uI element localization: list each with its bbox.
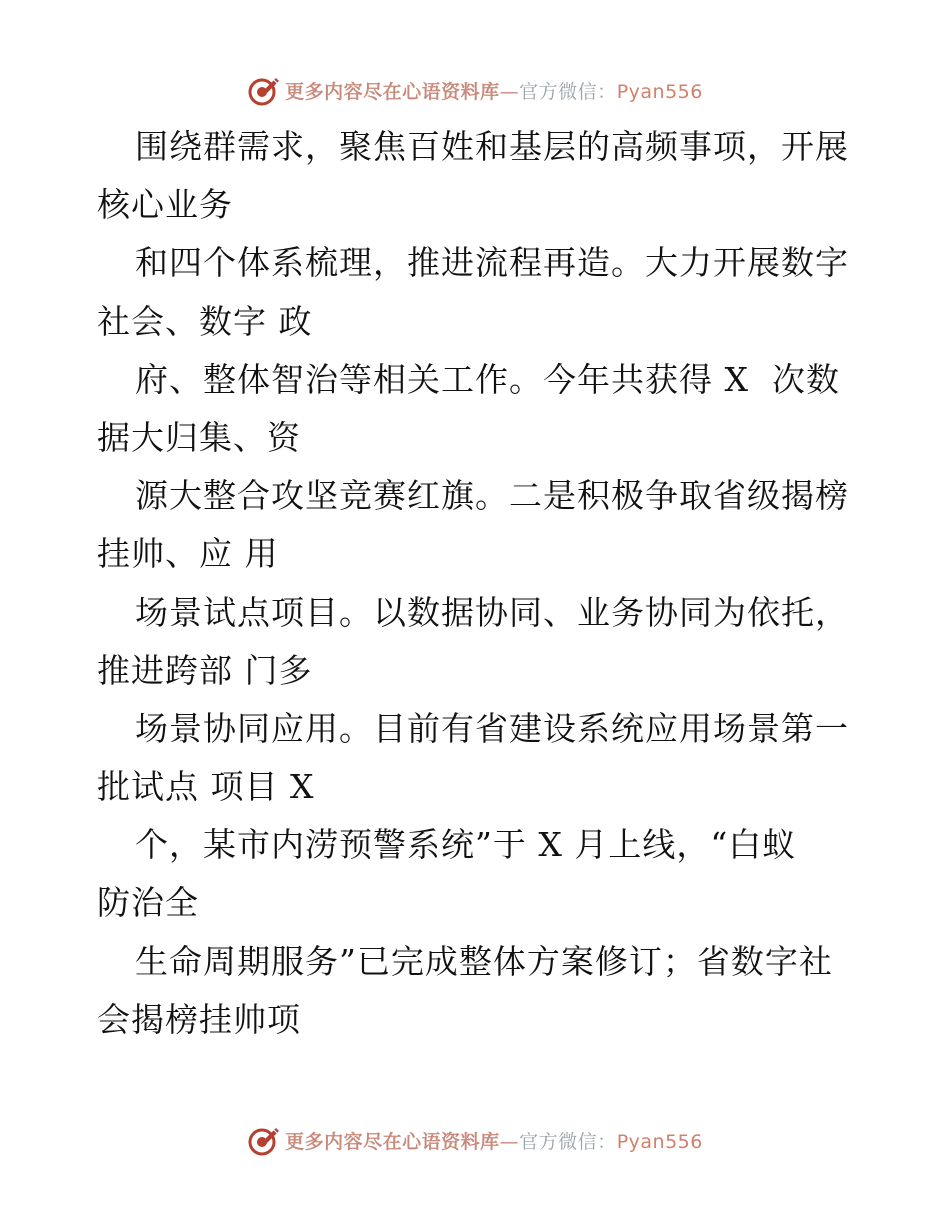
watermark-text	[285, 77, 703, 104]
paragraph-7-line-1: 个，某市内涝预警系统”于 X 月上线，“白蚁	[135, 825, 797, 865]
paragraph-2-line-2: 社会、数字 政	[97, 301, 313, 341]
paragraph-1-line-1: 围绕群需求，聚焦百姓和基层的高频事项，开展	[135, 127, 849, 166]
paragraph-6-line-1: 场景协同应用。目前有省建设系统应用场景第一	[135, 708, 849, 748]
paragraph-3-line-2: 据大归集、资	[97, 417, 301, 457]
paragraph-6-line-2: 批试点 项目 X	[97, 767, 315, 807]
paragraph-4-line-2: 挂帅、应 用	[97, 534, 279, 574]
watermark-wechat-label: 官方微信：	[519, 80, 617, 103]
paragraph-5-line-1: 场景试点项目。以数据协同、业务协同为依托，	[135, 592, 849, 632]
paragraph-4-line-1: 源大整合攻坚竞赛红旗。二是积极争取省级揭榜	[135, 476, 849, 516]
watermark-site-text: 更多内容尽在心语资料库	[285, 80, 500, 103]
watermark-wechat-id: Pyan556	[616, 1130, 703, 1153]
paragraph-2-line-1: 和四个体系梳理，推进流程再造。大力开展数字	[135, 243, 849, 283]
watermark-text	[285, 1127, 703, 1154]
header-watermark	[0, 72, 950, 108]
paragraph-1-line-2: 核心业务	[97, 185, 233, 225]
paragraph-5-line-2: 推进跨部 门多	[97, 650, 313, 690]
paragraph-8-line-2: 会揭榜挂帅项	[97, 999, 301, 1039]
watermark-wechat-label: 官方微信：	[519, 1130, 617, 1153]
paragraph-3-line-1: 府、整体智治等相关工作。今年共获得 X 次数	[135, 359, 840, 399]
pen-logo-icon	[247, 1123, 281, 1157]
paragraph-7-line-2: 防治全	[97, 883, 199, 923]
document-body	[97, 118, 857, 1049]
watermark-site-text: 更多内容尽在心语资料库	[285, 1130, 500, 1153]
watermark-separator: —	[499, 80, 520, 103]
footer-watermark	[0, 1122, 950, 1158]
paragraph-8-line-1: 生命周期服务”已完成整体方案修订；省数字社	[135, 941, 833, 981]
watermark-wechat-id: Pyan556	[616, 80, 703, 103]
pen-logo-icon	[247, 73, 281, 107]
watermark-separator: —	[499, 1130, 520, 1153]
